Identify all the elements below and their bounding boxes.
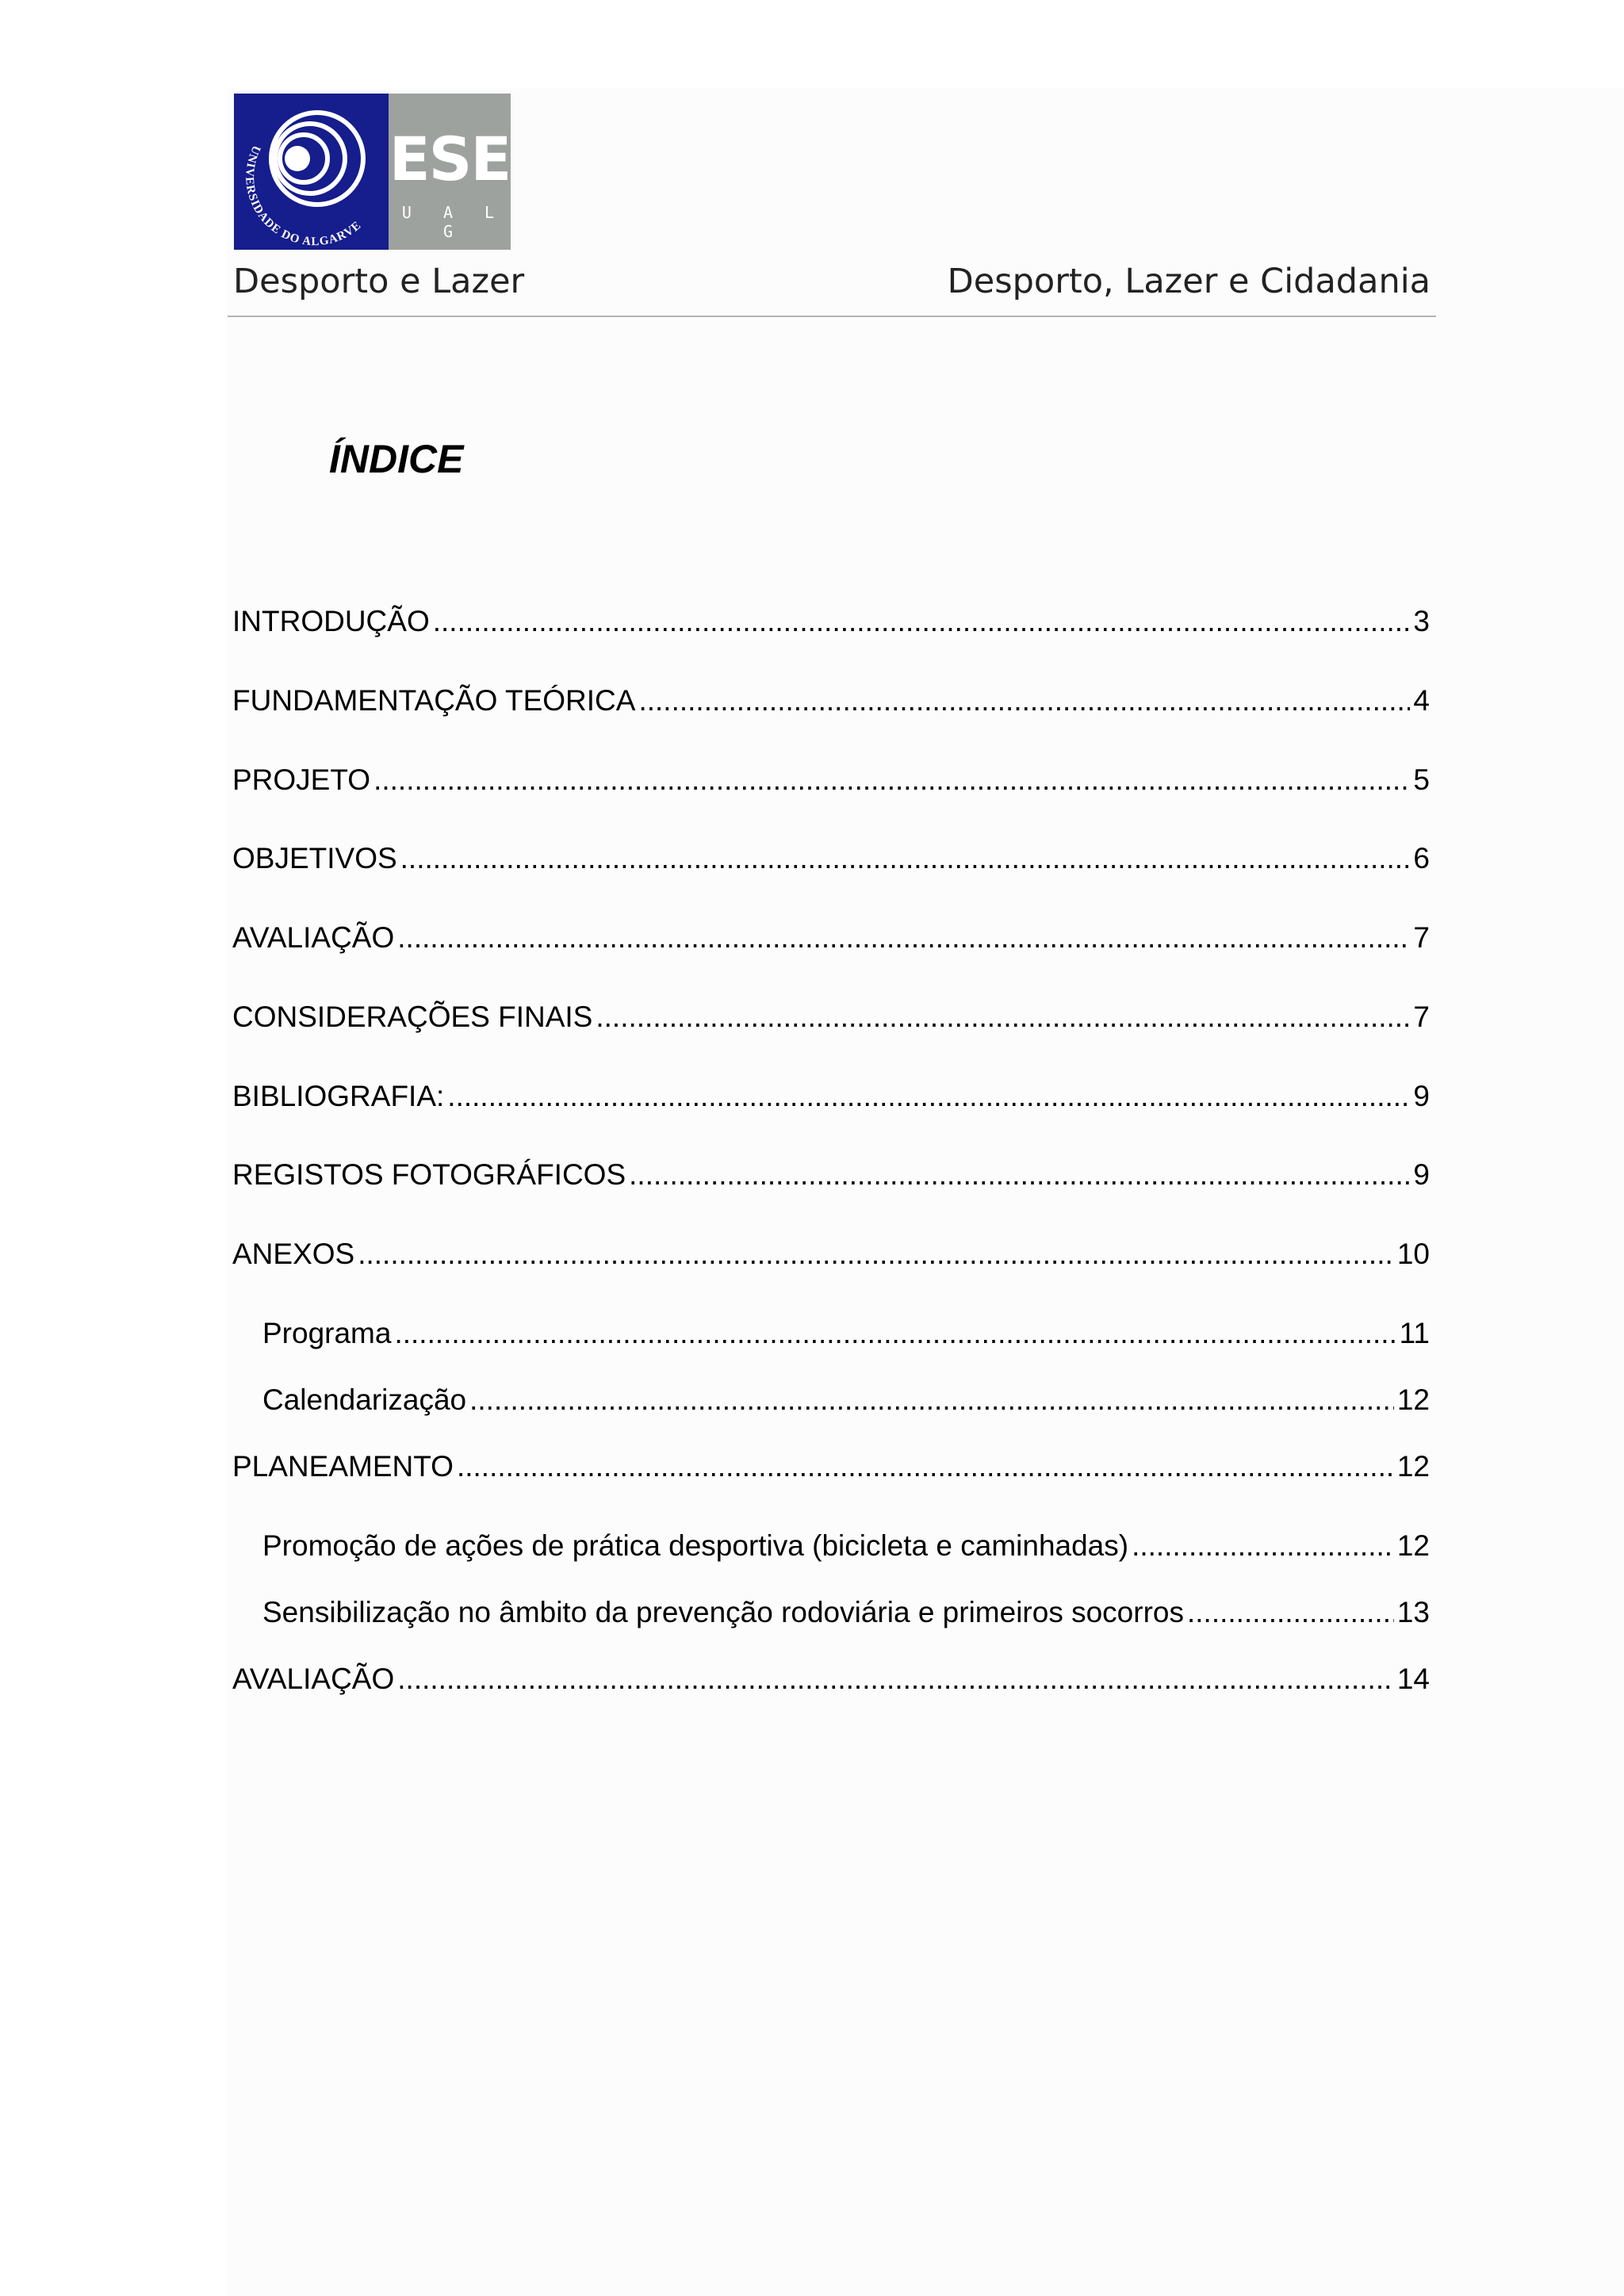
toc-entry[interactable]	[232, 842, 1430, 875]
ese-logo-text: ESE	[389, 124, 511, 194]
toc-entry-label: ANEXOS	[232, 1238, 355, 1270]
toc-entry[interactable]	[232, 1158, 1430, 1192]
toc-entry-page: 10	[1396, 1238, 1430, 1270]
toc-entry-label: Promoção de ações de prática desportiva (bicicleta e caminhadas)	[262, 1529, 1129, 1562]
toc-leader	[397, 1663, 1394, 1696]
toc-entry-label: PROJETO	[232, 763, 371, 796]
toc-entry-label: Programa	[262, 1317, 392, 1349]
toc-entry-page: 5	[1413, 763, 1430, 796]
header-divider	[228, 316, 1436, 317]
toc-leader	[457, 1450, 1394, 1483]
toc-entry[interactable]	[232, 763, 1430, 797]
toc-entry[interactable]	[232, 1238, 1430, 1271]
toc-leader	[629, 1158, 1410, 1192]
svg-text:UNIVERSIDADE DO ALGARVE: UNIVERSIDADE DO ALGARVE	[243, 143, 364, 249]
toc-subentry[interactable]	[262, 1383, 1430, 1417]
toc-entry[interactable]	[232, 921, 1430, 955]
toc-leader	[469, 1383, 1394, 1417]
toc-entry-label: Calendarização	[262, 1383, 467, 1416]
toc-entry[interactable]	[232, 684, 1430, 718]
toc-entry-label: CONSIDERAÇÕES FINAIS	[232, 1001, 593, 1033]
toc-entry[interactable]	[232, 1001, 1430, 1034]
toc-entry-page: 14	[1396, 1663, 1430, 1695]
toc-entry-page: 9	[1413, 1080, 1430, 1112]
toc-entry[interactable]	[232, 1663, 1430, 1696]
toc-title: ÍNDICE	[329, 437, 464, 481]
toc-entry-label: AVALIAÇÃO	[232, 1663, 395, 1695]
toc-leader	[433, 605, 1411, 638]
toc-entry-page: 7	[1413, 1001, 1430, 1033]
header-right-title: Desporto, Lazer e Cidadania	[947, 262, 1431, 301]
toc-subentry[interactable]	[262, 1317, 1430, 1350]
toc-entry-label: INTRODUÇÃO	[232, 605, 430, 637]
header-left-title: Desporto e Lazer	[233, 262, 525, 301]
university-logo	[234, 94, 511, 250]
concentric-circles-icon	[234, 94, 389, 250]
toc-leader	[596, 1001, 1410, 1034]
toc-entry-page: 9	[1413, 1158, 1430, 1191]
toc-entry-page: 7	[1413, 921, 1430, 954]
toc-leader	[447, 1080, 1410, 1113]
toc-entry-label: FUNDAMENTAÇÃO TEÓRICA	[232, 684, 636, 717]
toc-entry-page: 6	[1413, 842, 1430, 874]
toc-entry-label: OBJETIVOS	[232, 842, 397, 874]
ualg-seal	[234, 94, 389, 250]
toc-entry-page: 11	[1399, 1317, 1430, 1349]
toc-entry-label: AVALIAÇÃO	[232, 921, 395, 954]
toc-leader	[638, 684, 1410, 718]
toc-entry-page: 13	[1396, 1596, 1430, 1628]
toc-entry-page: 3	[1413, 605, 1430, 637]
toc-leader	[373, 763, 1410, 797]
toc-leader	[358, 1238, 1394, 1271]
toc-entry-page: 12	[1396, 1529, 1430, 1562]
toc-entry-label: PLANEAMENTO	[232, 1450, 454, 1483]
toc-entry[interactable]	[232, 605, 1430, 638]
toc-entry-label: Sensibilização no âmbito da prevenção rodoviária e primeiros socorros	[262, 1596, 1184, 1628]
toc-entry-page: 4	[1413, 684, 1430, 717]
toc-leader	[400, 842, 1411, 875]
toc-leader	[1187, 1596, 1394, 1629]
ese-mark	[389, 94, 511, 250]
toc-leader	[394, 1317, 1396, 1350]
toc-subentry[interactable]	[262, 1596, 1430, 1629]
toc-leader	[1132, 1529, 1394, 1563]
toc-entry[interactable]	[232, 1450, 1430, 1483]
toc-entry[interactable]	[232, 1080, 1430, 1113]
ualg-logo-text: U A L G	[401, 203, 506, 241]
toc-entry-label: BIBLIOGRAFIA:	[232, 1080, 445, 1112]
toc-entry-label: REGISTOS FOTOGRÁFICOS	[232, 1158, 626, 1191]
toc-entry-page: 12	[1396, 1383, 1430, 1416]
page-background	[227, 89, 1624, 2296]
toc-subentry[interactable]	[262, 1529, 1430, 1563]
toc-leader	[397, 921, 1410, 955]
toc-entry-page: 12	[1396, 1450, 1430, 1483]
